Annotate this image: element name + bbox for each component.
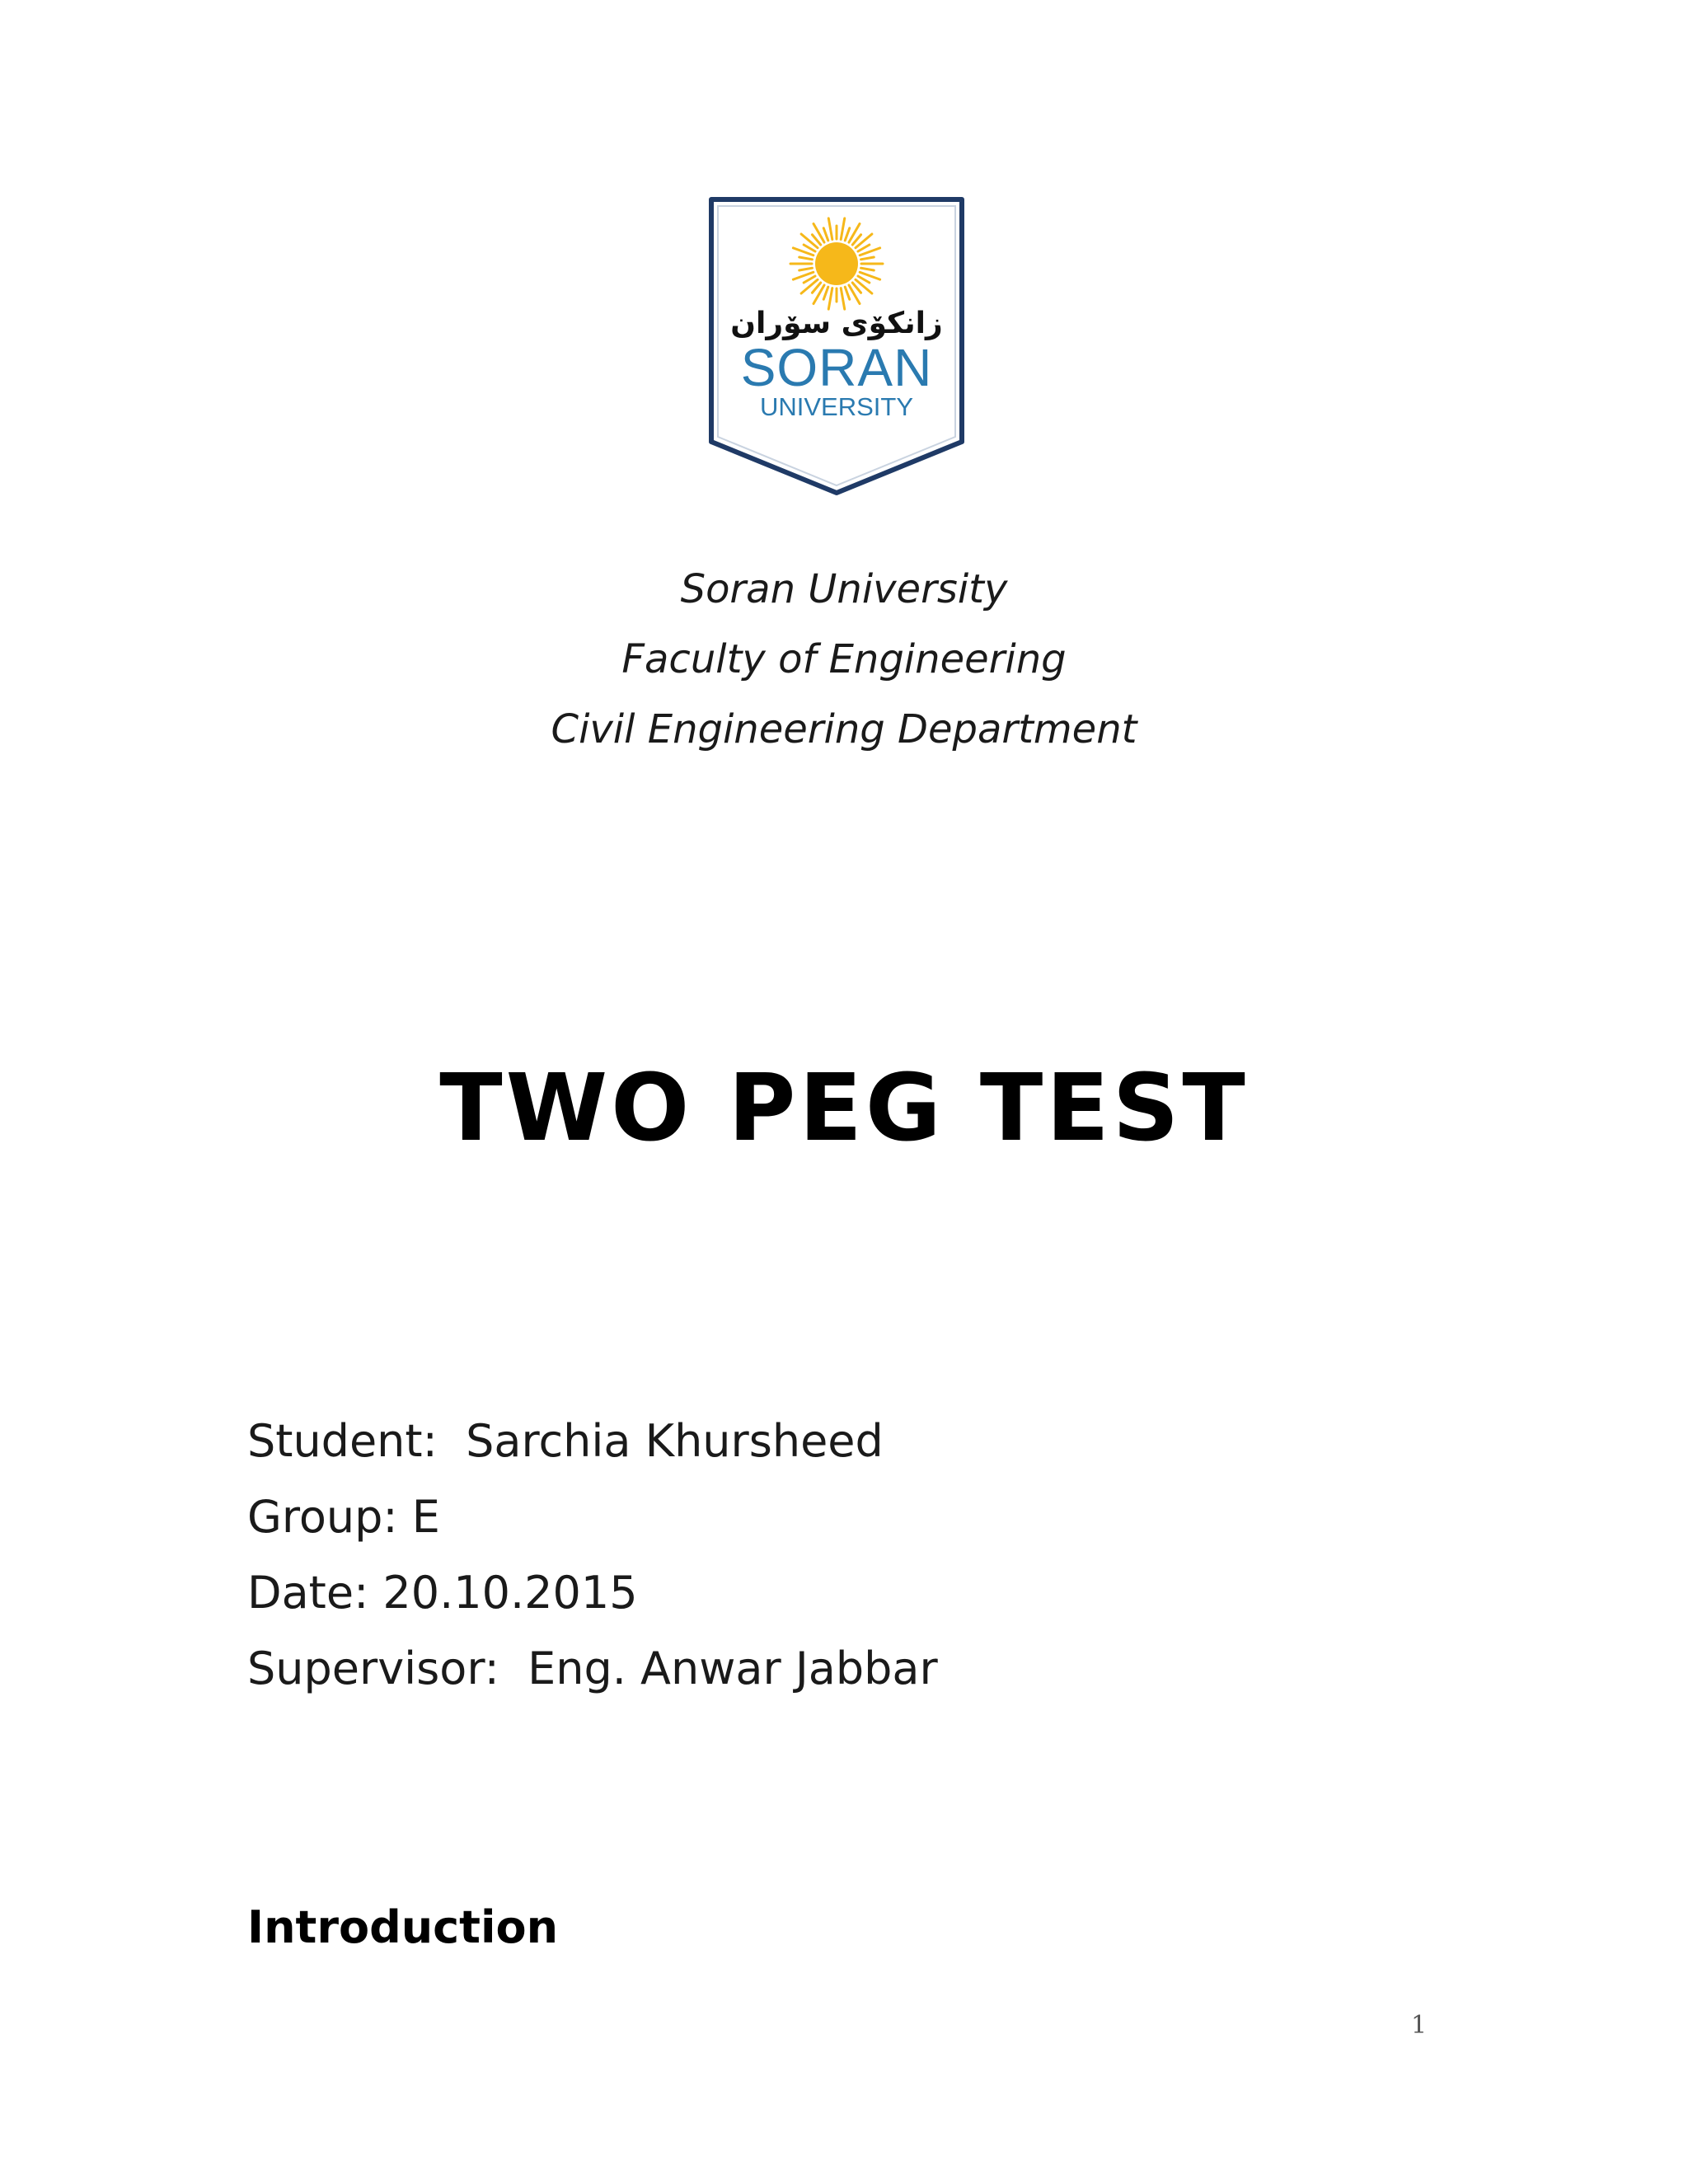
page-number: 1 <box>1411 2011 1428 2040</box>
logo-subname: UNIVERSITY <box>759 392 914 421</box>
logo-arabic-text: زانكۆی سۆران <box>730 307 943 340</box>
report-title: TWO PEG TEST <box>439 1055 1249 1162</box>
section-heading-introduction: Introduction <box>247 1901 559 1953</box>
student-line: Student: Sarchia Khursheed <box>247 1415 884 1467</box>
faculty-name: Faculty of Engineering <box>621 636 1067 682</box>
logo-name: SORAN <box>740 338 933 397</box>
department-name: Civil Engineering Department <box>551 706 1137 752</box>
supervisor-line: Supervisor: Eng. Anwar Jabbar <box>247 1643 938 1694</box>
soran-university-logo <box>705 194 968 499</box>
university-name: Soran University <box>680 566 1008 612</box>
date-line: Date: 20.10.2015 <box>247 1567 638 1619</box>
group-line: Group: E <box>247 1491 440 1543</box>
